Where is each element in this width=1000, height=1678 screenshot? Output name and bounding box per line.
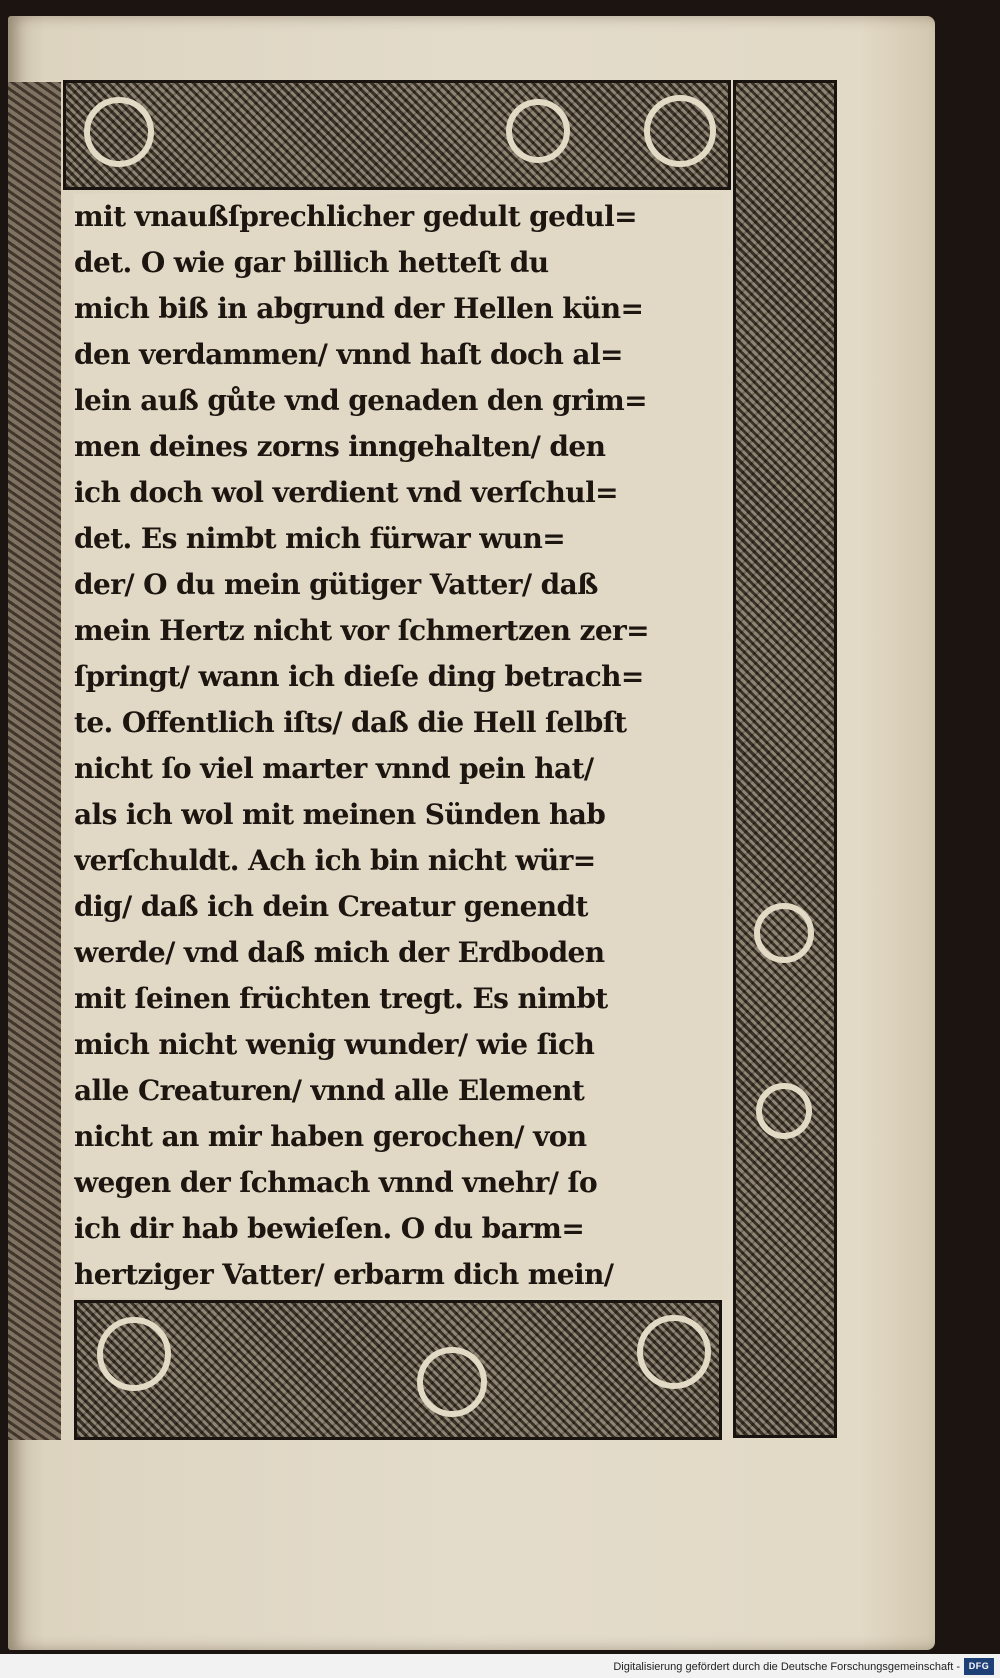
text-line: den verdammen/ vnnd haſt doch al= bbox=[74, 338, 623, 371]
text-line: men deines zorns inngehalten/ den bbox=[74, 430, 606, 463]
text-line: mit ſeinen früchten tregt. Es nimbt bbox=[74, 982, 608, 1015]
text-line: werde/ vnd daß mich der Erdboden bbox=[74, 936, 605, 969]
digitization-credit: Digitalisierung gefördert durch die Deutsche Forschungsgemeinschaft - bbox=[613, 1661, 960, 1673]
scroll-ornament-bottom-left bbox=[97, 1317, 171, 1391]
text-line: mich biß in abgrund der Hellen kün= bbox=[74, 292, 644, 325]
scroll-ornament-bottom-center bbox=[417, 1347, 487, 1417]
left-ornamental-strip bbox=[8, 82, 61, 1440]
text-line: alle Creaturen/ vnnd alle Element bbox=[74, 1074, 585, 1107]
text-line: mein Hertz nicht vor ſchmertzen zer= bbox=[74, 614, 650, 647]
text-line: als ich wol mit meinen Sünden hab bbox=[74, 798, 606, 831]
text-line: det. Es nimbt mich fürwar wun= bbox=[74, 522, 566, 555]
text-line: mich nicht wenig wunder/ wie ſich bbox=[74, 1028, 595, 1061]
text-line: verſchuldt. Ach ich bin nicht wür= bbox=[74, 844, 596, 877]
text-line: lein auß gůte vnd genaden den grim= bbox=[74, 384, 648, 417]
text-line: ſpringt/ wann ich dieſe ding betrach= bbox=[74, 660, 644, 693]
text-line: te. Offentlich iſts/ daß die Hell ſelbſt bbox=[74, 706, 627, 739]
text-line: wegen der ſchmach vnnd vnehr/ ſo bbox=[74, 1166, 598, 1199]
scroll-ornament-center bbox=[506, 99, 570, 163]
scroll-ornament-right-column bbox=[754, 903, 814, 963]
scroll-ornament-right bbox=[644, 95, 716, 167]
text-line: ich dir hab bewieſen. O du barm= bbox=[74, 1212, 585, 1245]
text-line: der/ O du mein gütiger Vatter/ daß bbox=[74, 568, 598, 601]
text-line: ich doch wol verdient vnd verſchul= bbox=[74, 476, 618, 509]
text-line: hertziger Vatter/ erbarm dich mein/ bbox=[74, 1258, 614, 1291]
top-ornament-border bbox=[63, 80, 731, 190]
bottom-ornament-border bbox=[74, 1300, 722, 1440]
right-ornament-border bbox=[733, 80, 837, 1438]
text-line: nicht ſo viel marter vnnd pein hat/ bbox=[74, 752, 594, 785]
scroll-ornament-bottom-right bbox=[637, 1315, 711, 1389]
text-line: dig/ daß ich dein Creatur genendt bbox=[74, 890, 588, 923]
text-block bbox=[74, 194, 722, 1298]
dfg-logo: DFG bbox=[964, 1658, 994, 1675]
scroll-ornament-left bbox=[84, 97, 154, 167]
text-line: mit vnaußſprechlicher gedult gedul= bbox=[74, 200, 638, 233]
text-line: det. O wie gar billich hetteſt du bbox=[74, 246, 549, 279]
scroll-ornament-right-column-lower bbox=[756, 1083, 812, 1139]
text-line: nicht an mir haben gerochen/ von bbox=[74, 1120, 587, 1153]
